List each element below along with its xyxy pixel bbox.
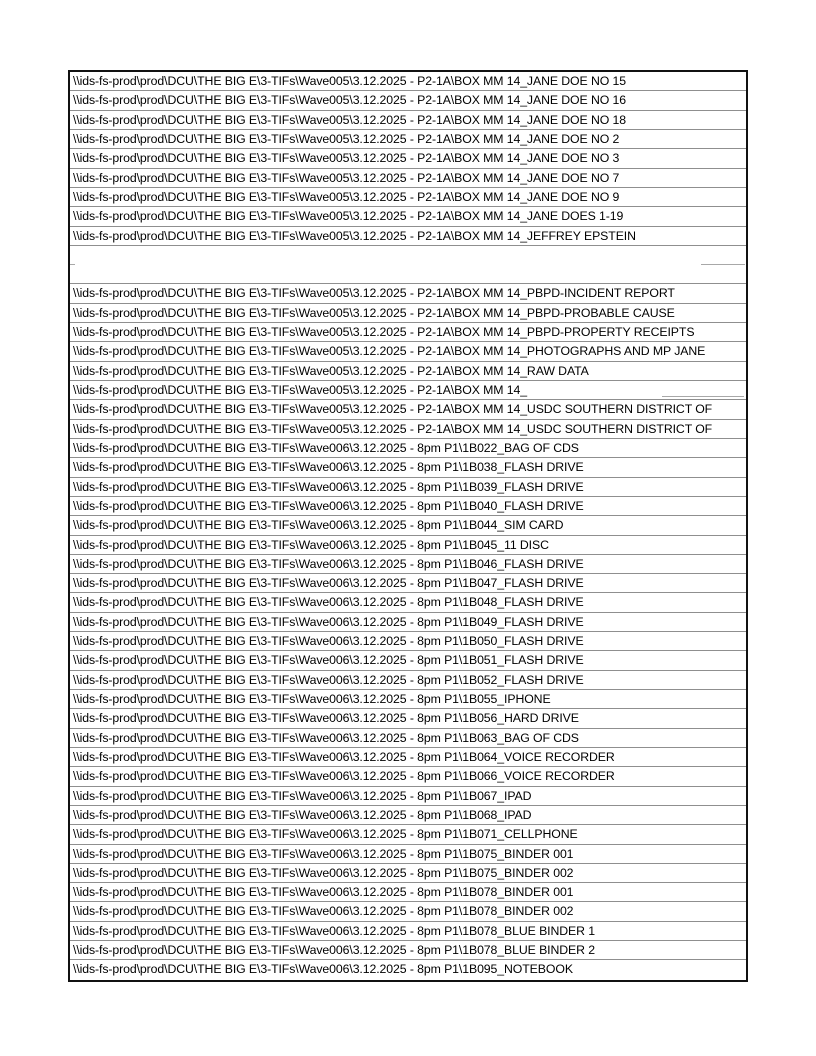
file-path-text: \\ids-fs-prod\prod\DCU\THE BIG E\3-TIFs\Wave006\3.12.2025 - 8pm P1\1B067_IPAD <box>73 788 532 803</box>
table-row <box>70 806 746 825</box>
table-row <box>70 787 746 806</box>
table-row <box>70 381 746 400</box>
table-row <box>70 593 746 612</box>
file-path-text: \\ids-fs-prod\prod\DCU\THE BIG E\3-TIFs\Wave005\3.12.2025 - P2-1A\BOX MM 14_PBPD-PROBABLE CAUSE <box>73 305 675 320</box>
table-row <box>70 91 746 110</box>
table-row <box>70 342 746 361</box>
file-path-text: \\ids-fs-prod\prod\DCU\THE BIG E\3-TIFs\Wave005\3.12.2025 - P2-1A\BOX MM 14_JANE DOE NO 15 <box>73 74 626 88</box>
file-path-text: \\ids-fs-prod\prod\DCU\THE BIG E\3-TIFs\Wave006\3.12.2025 - 8pm P1\1B056_HARD DRIVE <box>73 711 579 726</box>
file-path-text: \\ids-fs-prod\prod\DCU\THE BIG E\3-TIFs\Wave006\3.12.2025 - 8pm P1\1B095_NOTEBOOK <box>73 962 573 977</box>
file-path-text: \\ids-fs-prod\prod\DCU\THE BIG E\3-TIFs\Wave005\3.12.2025 - P2-1A\BOX MM 14_USDC SOUTHERN DISTRICT OF <box>73 402 713 417</box>
file-path-text: \\ids-fs-prod\prod\DCU\THE BIG E\3-TIFs\Wave006\3.12.2025 - 8pm P1\1B039_FLASH DRIVE <box>73 479 584 494</box>
table-row <box>70 188 746 207</box>
file-path-text: \\ids-fs-prod\prod\DCU\THE BIG E\3-TIFs\Wave005\3.12.2025 - P2-1A\BOX MM 14_JEFFREY EPSTEIN <box>73 228 636 243</box>
file-path-text: \\ids-fs-prod\prod\DCU\THE BIG E\3-TIFs\Wave006\3.12.2025 - 8pm P1\1B078_BLUE BINDER 1 <box>73 923 595 938</box>
file-path-text: \\ids-fs-prod\prod\DCU\THE BIG E\3-TIFs\Wave006\3.12.2025 - 8pm P1\1B045_11 DISC <box>73 537 549 552</box>
table-row <box>70 516 746 535</box>
file-path-text: \\ids-fs-prod\prod\DCU\THE BIG E\3-TIFs\Wave006\3.12.2025 - 8pm P1\1B063_BAG OF CDS <box>73 730 579 745</box>
table-row <box>70 632 746 651</box>
table-row <box>70 574 746 593</box>
table-row <box>70 400 746 419</box>
table-row <box>70 613 746 632</box>
file-path-text: \\ids-fs-prod\prod\DCU\THE BIG E\3-TIFs\Wave005\3.12.2025 - P2-1A\BOX MM 14_JANE DOE NO 18 <box>73 112 626 127</box>
file-path-text: \\ids-fs-prod\prod\DCU\THE BIG E\3-TIFs\Wave005\3.12.2025 - P2-1A\BOX MM 14_ <box>73 383 527 397</box>
file-path-text: \\ids-fs-prod\prod\DCU\THE BIG E\3-TIFs\Wave005\3.12.2025 - P2-1A\BOX MM 14_USDC SOUTHERN DISTRICT OF <box>73 421 713 436</box>
file-path-text: \\ids-fs-prod\prod\DCU\THE BIG E\3-TIFs\Wave005\3.12.2025 - P2-1A\BOX MM 14_PHOTOGRAPHS AND MP JANE <box>73 344 706 359</box>
table-row <box>70 111 746 130</box>
redaction-remnant-right-line <box>701 264 745 265</box>
table-row <box>70 825 746 844</box>
table-row <box>70 458 746 477</box>
file-path-text: \\ids-fs-prod\prod\DCU\THE BIG E\3-TIFs\Wave005\3.12.2025 - P2-1A\BOX MM 14_JANE DOES 1-19 <box>73 209 624 224</box>
table-row <box>70 420 746 439</box>
file-path-text: \\ids-fs-prod\prod\DCU\THE BIG E\3-TIFs\Wave006\3.12.2025 - 8pm P1\1B038_FLASH DRIVE <box>73 460 584 475</box>
table-row <box>70 883 746 902</box>
table-row <box>70 439 746 458</box>
file-path-text: \\ids-fs-prod\prod\DCU\THE BIG E\3-TIFs\Wave006\3.12.2025 - 8pm P1\1B066_VOICE RECORDER <box>73 769 615 784</box>
table-row <box>70 690 746 709</box>
table-row <box>70 169 746 188</box>
table-row <box>70 497 746 516</box>
table-row <box>70 536 746 555</box>
table-row <box>70 207 746 226</box>
file-path-text: \\ids-fs-prod\prod\DCU\THE BIG E\3-TIFs\Wave005\3.12.2025 - P2-1A\BOX MM 14_JANE DOE NO 7 <box>73 170 620 185</box>
file-path-text: \\ids-fs-prod\prod\DCU\THE BIG E\3-TIFs\Wave005\3.12.2025 - P2-1A\BOX MM 14_JANE DOE NO 3 <box>73 151 620 166</box>
table-row <box>70 671 746 690</box>
file-path-text: \\ids-fs-prod\prod\DCU\THE BIG E\3-TIFs\Wave005\3.12.2025 - P2-1A\BOX MM 14_JANE DOE NO 2 <box>73 131 620 146</box>
table-row <box>70 284 746 303</box>
table-row <box>70 941 746 960</box>
file-path-text: \\ids-fs-prod\prod\DCU\THE BIG E\3-TIFs\Wave006\3.12.2025 - 8pm P1\1B078_BLUE BINDER 2 <box>73 943 595 958</box>
table-row <box>70 864 746 883</box>
redacted-empty-row <box>70 246 746 285</box>
table-row <box>70 555 746 574</box>
file-path-text: \\ids-fs-prod\prod\DCU\THE BIG E\3-TIFs\Wave006\3.12.2025 - 8pm P1\1B075_BINDER 002 <box>73 865 574 880</box>
file-path-text: \\ids-fs-prod\prod\DCU\THE BIG E\3-TIFs\Wave006\3.12.2025 - 8pm P1\1B047_FLASH DRIVE <box>73 576 584 591</box>
file-path-text: \\ids-fs-prod\prod\DCU\THE BIG E\3-TIFs\Wave006\3.12.2025 - 8pm P1\1B055_IPHONE <box>73 692 551 706</box>
table-row <box>70 149 746 168</box>
table-row <box>70 922 746 941</box>
table-row <box>70 902 746 921</box>
table-row <box>70 845 746 864</box>
table-row <box>70 748 746 767</box>
redaction-remnant-left-tick <box>70 264 75 265</box>
table-row <box>70 72 746 91</box>
file-path-text: \\ids-fs-prod\prod\DCU\THE BIG E\3-TIFs\Wave006\3.12.2025 - 8pm P1\1B075_BINDER 001 <box>73 846 574 861</box>
file-path-text: \\ids-fs-prod\prod\DCU\THE BIG E\3-TIFs\Wave006\3.12.2025 - 8pm P1\1B078_BINDER 001 <box>73 885 574 900</box>
file-path-text: \\ids-fs-prod\prod\DCU\THE BIG E\3-TIFs\Wave005\3.12.2025 - P2-1A\BOX MM 14_RAW DATA <box>73 363 589 378</box>
file-path-text: \\ids-fs-prod\prod\DCU\THE BIG E\3-TIFs\Wave006\3.12.2025 - 8pm P1\1B049_FLASH DRIVE <box>73 614 584 629</box>
table-row <box>70 767 746 786</box>
table-row <box>70 729 746 748</box>
file-path-text: \\ids-fs-prod\prod\DCU\THE BIG E\3-TIFs\Wave006\3.12.2025 - 8pm P1\1B050_FLASH DRIVE <box>73 634 584 649</box>
file-path-text: \\ids-fs-prod\prod\DCU\THE BIG E\3-TIFs\Wave006\3.12.2025 - 8pm P1\1B064_VOICE RECORDER <box>73 749 615 764</box>
table-row <box>70 651 746 670</box>
file-path-text: \\ids-fs-prod\prod\DCU\THE BIG E\3-TIFs\Wave006\3.12.2025 - 8pm P1\1B022_BAG OF CDS <box>73 440 579 455</box>
file-path-text: \\ids-fs-prod\prod\DCU\THE BIG E\3-TIFs\Wave006\3.12.2025 - 8pm P1\1B040_FLASH DRIVE <box>73 498 584 513</box>
file-path-text: \\ids-fs-prod\prod\DCU\THE BIG E\3-TIFs\Wave005\3.12.2025 - P2-1A\BOX MM 14_PBPD-INCIDENT REPORT <box>73 286 675 301</box>
file-path-text: \\ids-fs-prod\prod\DCU\THE BIG E\3-TIFs\Wave005\3.12.2025 - P2-1A\BOX MM 14_JANE DOE NO 9 <box>73 189 620 204</box>
file-path-text: \\ids-fs-prod\prod\DCU\THE BIG E\3-TIFs\Wave006\3.12.2025 - 8pm P1\1B048_FLASH DRIVE <box>73 595 584 610</box>
table-row <box>70 323 746 342</box>
file-path-text: \\ids-fs-prod\prod\DCU\THE BIG E\3-TIFs\Wave006\3.12.2025 - 8pm P1\1B068_IPAD <box>73 807 532 822</box>
file-path-text: \\ids-fs-prod\prod\DCU\THE BIG E\3-TIFs\Wave006\3.12.2025 - 8pm P1\1B078_BINDER 002 <box>73 904 574 919</box>
file-path-text: \\ids-fs-prod\prod\DCU\THE BIG E\3-TIFs\Wave006\3.12.2025 - 8pm P1\1B044_SIM CARD <box>73 518 564 533</box>
file-path-table <box>68 70 748 982</box>
table-row <box>70 227 746 246</box>
table-row <box>70 960 746 979</box>
table-row <box>70 304 746 323</box>
file-path-text: \\ids-fs-prod\prod\DCU\THE BIG E\3-TIFs\Wave006\3.12.2025 - 8pm P1\1B052_FLASH DRIVE <box>73 672 584 687</box>
table-row <box>70 709 746 728</box>
file-path-text: \\ids-fs-prod\prod\DCU\THE BIG E\3-TIFs\Wave005\3.12.2025 - P2-1A\BOX MM 14_PBPD-PROPERTY RECEIPTS <box>73 325 695 340</box>
redaction-remnant-right-line <box>662 396 744 397</box>
file-path-text: \\ids-fs-prod\prod\DCU\THE BIG E\3-TIFs\Wave006\3.12.2025 - 8pm P1\1B051_FLASH DRIVE <box>73 653 584 668</box>
file-path-text: \\ids-fs-prod\prod\DCU\THE BIG E\3-TIFs\Wave005\3.12.2025 - P2-1A\BOX MM 14_JANE DOE NO 16 <box>73 93 626 108</box>
table-row <box>70 130 746 149</box>
table-row <box>70 362 746 381</box>
table-row <box>70 478 746 497</box>
file-path-text: \\ids-fs-prod\prod\DCU\THE BIG E\3-TIFs\Wave006\3.12.2025 - 8pm P1\1B071_CELLPHONE <box>73 827 578 842</box>
file-path-text: \\ids-fs-prod\prod\DCU\THE BIG E\3-TIFs\Wave006\3.12.2025 - 8pm P1\1B046_FLASH DRIVE <box>73 556 584 571</box>
